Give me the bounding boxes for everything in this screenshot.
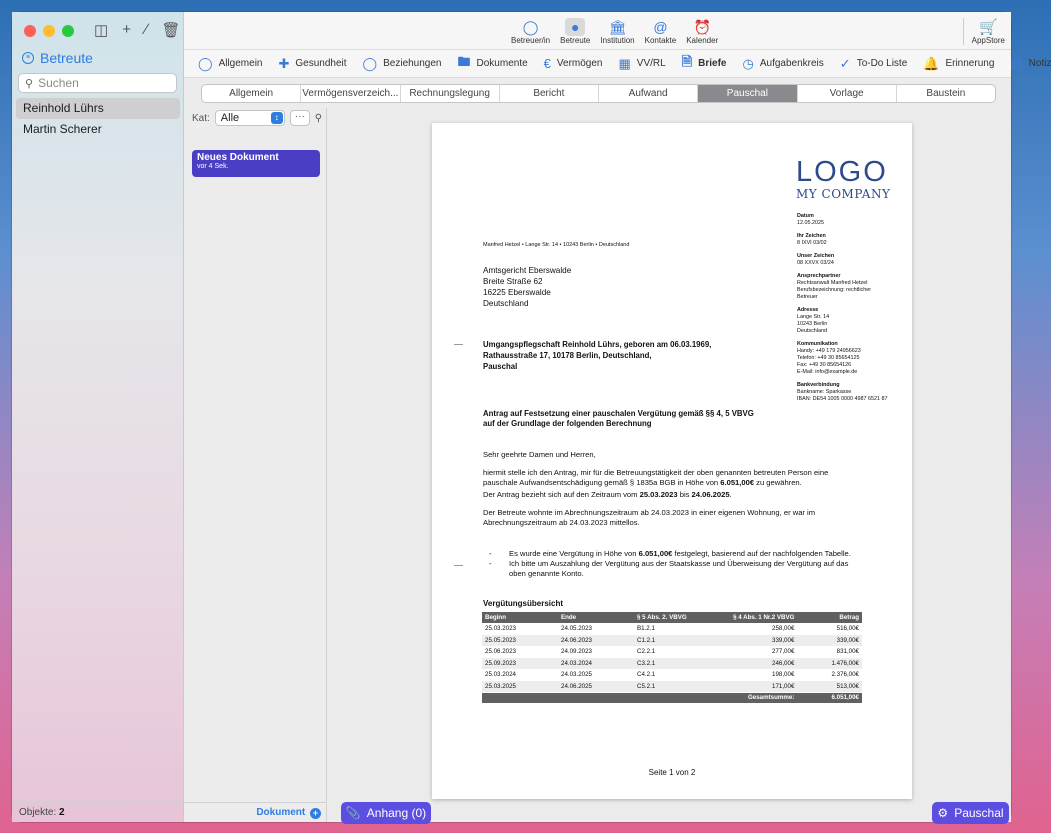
chevron-updown-icon: ↕ bbox=[271, 112, 283, 124]
table-cell: 246,00€ bbox=[721, 658, 797, 670]
sidebar-toggle-icon[interactable]: ◫ bbox=[94, 22, 109, 39]
table-cell: 1.476,00€ bbox=[797, 658, 862, 670]
table-cell: 24.05.2023 bbox=[558, 623, 634, 635]
document-icon: 🗎 bbox=[681, 53, 693, 69]
recipient-line: Breite Straße 62 bbox=[483, 277, 543, 286]
category-label: Dokumente bbox=[476, 58, 528, 69]
table-row bbox=[482, 646, 862, 658]
company-logo bbox=[796, 157, 890, 201]
table-cell: 25.05.2023 bbox=[482, 635, 558, 647]
table-cell: C3.2.1 bbox=[634, 658, 721, 670]
category-allgemein[interactable] bbox=[198, 56, 262, 72]
category-label: Vermögen bbox=[556, 58, 603, 69]
table-header-row bbox=[482, 612, 862, 623]
bullet-item bbox=[489, 559, 865, 579]
fold-mark bbox=[454, 565, 463, 566]
table-cell: 25.03.2023 bbox=[482, 623, 558, 635]
category-filter bbox=[192, 110, 322, 126]
at-icon: @ bbox=[653, 19, 668, 35]
compensation-table bbox=[482, 612, 862, 704]
bullet-list bbox=[489, 549, 865, 579]
table-title: Vergütungsübersicht bbox=[483, 599, 564, 608]
pauschal-settings-button[interactable] bbox=[932, 802, 1009, 824]
letter-type-tabs bbox=[201, 84, 996, 103]
bullet-text-part: Es wurde eine Vergütung in Höhe von bbox=[509, 549, 639, 558]
document-item[interactable] bbox=[192, 150, 320, 177]
category-label: Erinnerung bbox=[945, 58, 995, 69]
table-cell: 25.09.2023 bbox=[482, 658, 558, 670]
bullet-item bbox=[489, 549, 865, 559]
tab-aufwand[interactable]: Aufwand bbox=[599, 85, 698, 102]
checkmark-icon: ✓ bbox=[839, 55, 851, 71]
person-icon: ◯ bbox=[198, 55, 213, 71]
sidebar-title bbox=[22, 50, 93, 66]
letter-preview bbox=[328, 108, 1011, 822]
recipient-line: 16225 Eberswalde bbox=[483, 288, 551, 297]
logo-subtext: MY COMPANY bbox=[796, 187, 891, 201]
letter-type-tabs-bar bbox=[184, 78, 1011, 108]
column-header: Betrag bbox=[797, 612, 862, 623]
table-row bbox=[482, 635, 862, 647]
attachment-button[interactable] bbox=[341, 802, 431, 824]
info-value: Deutschland bbox=[797, 328, 827, 334]
appstore-label: AppStore bbox=[971, 36, 1005, 45]
table-cell: C2.2.1 bbox=[634, 646, 721, 658]
paragraph-text: bis bbox=[677, 490, 692, 499]
table-cell: 258,00€ bbox=[721, 623, 797, 635]
info-value: Handy: +49 179 24956623 bbox=[797, 348, 861, 354]
paragraph-text: . bbox=[729, 490, 732, 499]
total-label: Gesamtsumme: bbox=[721, 692, 797, 704]
info-label: Unser Zeichen bbox=[797, 253, 835, 259]
gear-icon: ⚙ bbox=[937, 806, 949, 820]
category-label: Aufgabenkreis bbox=[759, 58, 824, 69]
people-icon: ◯ bbox=[362, 55, 378, 71]
category-vermoegen[interactable] bbox=[544, 56, 603, 71]
logo-text: LOGO bbox=[796, 156, 888, 188]
add-icon[interactable]: + bbox=[122, 21, 131, 38]
recipient-line: Amtsgericht Eberswalde bbox=[483, 266, 572, 275]
table-row bbox=[482, 623, 862, 635]
table-cell: C4.2.1 bbox=[634, 669, 721, 681]
info-value: Bankname: Sparkasse bbox=[797, 389, 852, 395]
table-cell: 2.376,00€ bbox=[797, 669, 862, 681]
table-cell: 339,00€ bbox=[797, 635, 862, 647]
table-cell: 24.03.2024 bbox=[558, 658, 634, 670]
category-label: Briefe bbox=[698, 58, 727, 69]
table-cell: 24.09.2023 bbox=[558, 646, 634, 658]
category-label: VV/RL bbox=[636, 58, 666, 69]
letter-side-info bbox=[797, 213, 907, 403]
table-row bbox=[482, 669, 862, 681]
fold-mark bbox=[454, 344, 463, 345]
patient-list bbox=[16, 98, 180, 140]
amount: 6.051,00€ bbox=[638, 549, 673, 558]
main-toolbar bbox=[184, 12, 1011, 50]
trash-icon[interactable]: 🗑 bbox=[161, 22, 181, 39]
table-cell: 513,00€ bbox=[797, 681, 862, 693]
info-value: 10243 Berlin bbox=[797, 321, 828, 327]
table-cell: 24.06.2023 bbox=[558, 635, 634, 647]
list-circle-icon: ≡ bbox=[22, 52, 34, 64]
table-cell-empty bbox=[482, 692, 558, 704]
table-cell: 277,00€ bbox=[721, 646, 797, 658]
toolbar-label: Kalender bbox=[686, 36, 719, 45]
date-to: 24.06.2025 bbox=[691, 490, 730, 499]
info-value: 12.05.2025 bbox=[797, 220, 824, 226]
info-label: Datum bbox=[797, 213, 814, 219]
toolbar-label: Betreuer/in bbox=[511, 36, 551, 45]
tab-pauschal[interactable]: Pauschal bbox=[698, 85, 797, 102]
info-value: Berufsbezeichnung: rechtlicher bbox=[797, 287, 872, 293]
category-beziehungen[interactable] bbox=[363, 56, 442, 72]
letter-subject bbox=[483, 339, 711, 372]
pauschal-label: Pauschal bbox=[954, 806, 1004, 820]
paragraph-text: hiermit stelle ich den Antrag, mir für die Betreuungstätigkeit der oben genannten betreuten Person eine pauschale Aufwandsentschädigung gemäß § 1835a BGB in Höhe von bbox=[483, 468, 829, 487]
table-cell: 339,00€ bbox=[721, 635, 797, 647]
close-window-button[interactable] bbox=[24, 25, 36, 37]
object-count bbox=[12, 802, 184, 822]
document-item-time: vor 4 Sek. bbox=[197, 163, 229, 170]
tab-vermoegensverzeichnis[interactable]: Vermögensverzeich... bbox=[301, 85, 400, 102]
bullet-dash: - bbox=[489, 549, 492, 558]
euro-icon: € bbox=[543, 56, 551, 71]
table-cell: 24.06.2025 bbox=[558, 681, 634, 693]
search-icon[interactable]: ⚲ bbox=[314, 112, 323, 124]
search-icon: ⚲ bbox=[25, 77, 34, 90]
category-label: Allgemein bbox=[218, 58, 263, 69]
sidebar bbox=[12, 12, 184, 822]
note-icon: ▤ bbox=[1010, 55, 1023, 71]
paragraph-text: zu gewähren. bbox=[754, 478, 802, 487]
subject-line: Rathausstraße 17, 10178 Berlin, Deutschland, bbox=[483, 351, 652, 360]
toolbar-label: Institution bbox=[600, 36, 635, 45]
document-item-title: Neues Dokument bbox=[197, 152, 279, 163]
table-cell: 25.03.2025 bbox=[482, 681, 558, 693]
sender-line: Manfred Hetzel • Lange Str. 14 • 10243 Berlin • Deutschland bbox=[483, 242, 630, 248]
app-window bbox=[12, 12, 1051, 822]
table-cell: 831,00€ bbox=[797, 646, 862, 658]
paragraph-text: Der Antrag bezieht sich auf den Zeitraum vom bbox=[483, 490, 640, 499]
category-notiz[interactable] bbox=[1010, 56, 1051, 72]
cart-icon: 🛒 bbox=[978, 19, 998, 36]
toolbar-label: Kontakte bbox=[644, 36, 677, 45]
plus-circle-icon: + bbox=[310, 808, 321, 819]
building-icon: ▦ bbox=[618, 55, 631, 71]
tab-vorlage[interactable]: Vorlage bbox=[798, 85, 897, 102]
category-label: Notiz bbox=[1028, 58, 1051, 69]
add-document-button[interactable] bbox=[184, 802, 327, 822]
table-total-row bbox=[482, 692, 862, 704]
sidebar-title-label: Betreute bbox=[40, 50, 93, 66]
table-cell: 516,00€ bbox=[797, 623, 862, 635]
toolbar-segment bbox=[509, 18, 720, 45]
page-number: Seite 1 von 2 bbox=[648, 768, 696, 777]
edit-pencil-icon[interactable]: ∕ bbox=[144, 21, 148, 38]
bell-icon: 🔔 bbox=[923, 55, 940, 71]
toolbar-kalender-button[interactable] bbox=[684, 18, 720, 45]
object-count-value: 2 bbox=[59, 807, 65, 818]
add-document-label: Dokument bbox=[256, 807, 306, 818]
patient-item[interactable]: Martin Scherer bbox=[23, 122, 102, 136]
zoom-window-button[interactable] bbox=[62, 25, 74, 37]
attachment-label: Anhang (0) bbox=[366, 806, 427, 820]
info-value: E-Mail: info@example.de bbox=[797, 369, 858, 375]
subject-line: Pauschal bbox=[483, 362, 518, 371]
application-heading bbox=[483, 409, 754, 429]
tab-allgemein[interactable]: Allgemein bbox=[202, 85, 301, 102]
paragraph-1 bbox=[483, 468, 865, 488]
info-label: Bankverbindung bbox=[797, 382, 840, 388]
info-label: Adresse bbox=[797, 307, 819, 313]
sidebar-tools bbox=[94, 21, 181, 39]
patient-item[interactable]: Reinhold Lührs bbox=[16, 98, 180, 119]
amount: 6.051,00€ bbox=[720, 478, 755, 487]
info-value: Telefon: +49 30 85654125 bbox=[797, 355, 860, 361]
person-filled-icon: ● bbox=[565, 18, 585, 36]
letter-body bbox=[483, 450, 865, 536]
table-cell: 24.03.2025 bbox=[558, 669, 634, 681]
minimize-window-button[interactable] bbox=[43, 25, 55, 37]
info-value: Betreuer bbox=[797, 294, 818, 300]
document-list-column bbox=[184, 108, 327, 822]
info-value: IBAN: DE54 1005 0000 4987 6521 87 bbox=[797, 396, 888, 402]
tab-rechnungslegung[interactable]: Rechnungslegung bbox=[401, 85, 500, 102]
search-placeholder: Suchen bbox=[38, 76, 79, 90]
greeting: Sehr geehrte Damen und Herren, bbox=[483, 450, 596, 459]
date-from: 25.03.2023 bbox=[639, 490, 678, 499]
search-input[interactable] bbox=[18, 73, 177, 93]
paperclip-icon: 📎 bbox=[345, 806, 361, 820]
bullet-text-part: festgelegt, basierend auf der nachfolgenden Tabelle. bbox=[672, 549, 851, 558]
table-cell: C1.2.1 bbox=[634, 635, 721, 647]
category-aufgabenkreis[interactable] bbox=[743, 56, 824, 72]
column-header: Ende bbox=[558, 612, 634, 623]
category-select[interactable] bbox=[215, 110, 285, 126]
toolbar-label: Betreute bbox=[560, 36, 591, 45]
tab-baustein[interactable]: Baustein bbox=[926, 88, 966, 99]
column-header: § 4 Abs. 1 Nr.2 VBVG bbox=[721, 612, 797, 623]
table-cell: B1.2.1 bbox=[634, 623, 721, 635]
appstore-button[interactable] bbox=[963, 18, 1005, 45]
folder-icon: 🖿 bbox=[457, 53, 471, 69]
info-label: Ansprechpartner bbox=[797, 273, 841, 279]
table-cell: 25.06.2023 bbox=[482, 646, 558, 658]
category-briefe[interactable] bbox=[682, 53, 727, 75]
info-value: Lange Str. 14 bbox=[797, 314, 830, 320]
subject-line: Umgangspflegschaft Reinhold Lührs, geboren am 06.03.1969, bbox=[483, 340, 712, 349]
category-label: To-Do Liste bbox=[856, 58, 908, 69]
table-row bbox=[482, 681, 862, 693]
medical-kit-icon: ✚ bbox=[278, 55, 290, 71]
info-value: Fax: +49 30 85654126 bbox=[797, 362, 852, 368]
table-cell: C5.2.1 bbox=[634, 681, 721, 693]
category-todo[interactable] bbox=[840, 56, 907, 72]
column-header: § 5 Abs. 2. VBVG bbox=[634, 612, 721, 623]
info-label: Kommunikation bbox=[797, 341, 838, 347]
info-value: Rechtsanwalt Manfred Hetzel bbox=[797, 280, 868, 286]
category-erinnerung[interactable] bbox=[923, 56, 994, 72]
window-controls bbox=[24, 25, 74, 37]
more-options-button[interactable]: ··· bbox=[290, 110, 310, 126]
toolbar-kontakte-button[interactable] bbox=[643, 18, 679, 45]
category-bar bbox=[184, 50, 1051, 78]
bank-icon: 🏛 bbox=[608, 18, 627, 35]
alarm-clock-icon: ⏰ bbox=[693, 18, 711, 35]
recipient-address bbox=[483, 265, 571, 309]
table-cell: 198,00€ bbox=[721, 669, 797, 681]
info-value: 8 IXVI 03/02 bbox=[797, 240, 827, 246]
category-label: Gesundheit bbox=[295, 58, 347, 69]
application-line: auf der Grundlage der folgenden Berechnung bbox=[483, 419, 652, 428]
gauge-icon: ◷ bbox=[742, 55, 754, 71]
category-select-value: Alle bbox=[220, 112, 240, 124]
bullet-dash: - bbox=[489, 559, 492, 568]
paragraph-2 bbox=[483, 490, 865, 500]
paragraph-3: Der Betreute wohnte im Abrechnungszeitraum ab 24.03.2023 in einer eigenen Wohnung, er war im Abrechnungszeitraum ab 24.03.2023 mittellos. bbox=[483, 508, 816, 527]
total-value: 6.051,00€ bbox=[797, 692, 862, 704]
column-header: Beginn bbox=[482, 612, 558, 623]
letter-page bbox=[432, 123, 912, 799]
tab-bericht[interactable]: Bericht bbox=[500, 85, 599, 102]
toolbar-betreute-button[interactable] bbox=[558, 18, 592, 45]
category-label: Beziehungen bbox=[383, 58, 442, 69]
table-cell-empty bbox=[634, 692, 721, 704]
recipient-line: Deutschland bbox=[483, 299, 529, 308]
filter-label: Kat: bbox=[192, 112, 210, 124]
table-row bbox=[482, 658, 862, 670]
application-line: Antrag auf Festsetzung einer pauschalen Vergütung gemäß §§ 4, 5 VBVG bbox=[483, 409, 754, 418]
category-dokumente[interactable] bbox=[458, 53, 528, 75]
toolbar-betreuer-button[interactable] bbox=[509, 18, 552, 45]
table-cell: 25.03.2024 bbox=[482, 669, 558, 681]
info-label: Ihr Zeichen bbox=[797, 233, 826, 239]
category-vvrl[interactable] bbox=[618, 56, 665, 72]
bullet-text bbox=[509, 549, 851, 559]
info-value: 08 XXVX 03/24 bbox=[797, 260, 834, 266]
bullet-text: Ich bitte um Auszahlung der Vergütung aus der Staatskasse und Überweisung der Vergütung auf das oben genannte Konto. bbox=[509, 559, 849, 578]
table-cell: 171,00€ bbox=[721, 681, 797, 693]
person-outline-icon: ◯ bbox=[522, 18, 539, 35]
toolbar-institution-button[interactable] bbox=[598, 18, 636, 45]
object-count-label: Objekte: bbox=[19, 807, 57, 818]
table-cell-empty bbox=[558, 692, 634, 704]
category-gesundheit[interactable] bbox=[278, 56, 346, 72]
